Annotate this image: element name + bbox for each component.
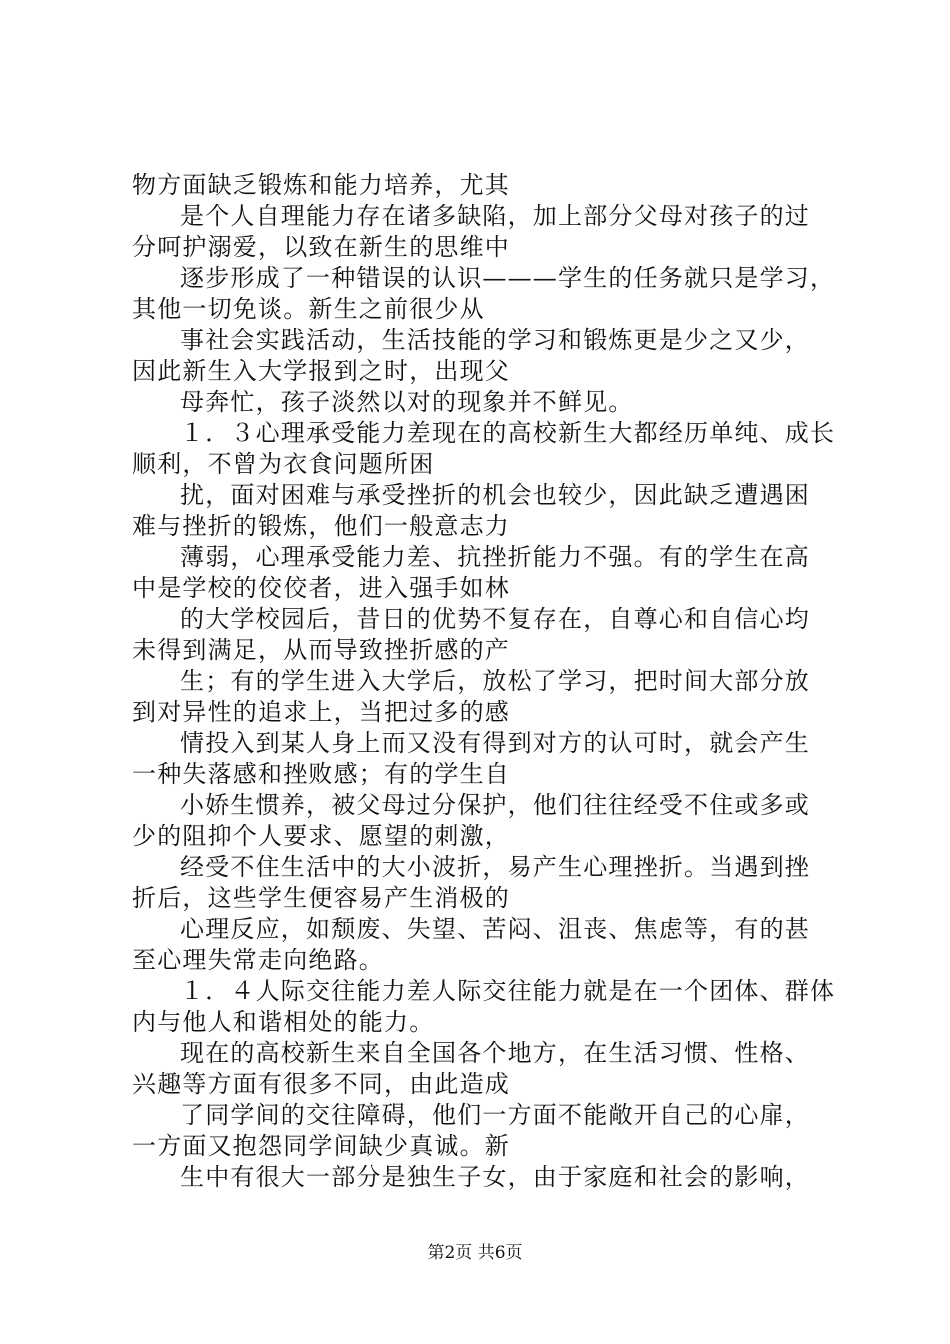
- text-line: 经受不住生活中的大小波折，易产生心理挫折。当遇到挫: [180, 853, 810, 881]
- document-body: [132, 170, 836, 1193]
- text-line: 母奔忙，孩子淡然以对的现象并不鲜见。: [180, 388, 634, 416]
- text-line: 一种失落感和挫败感；有的学生自: [132, 760, 510, 788]
- page-footer: 第2页 共6页: [427, 1243, 523, 1263]
- text-line: 逐步形成了一种错误的认识———学生的任务就只是学习，: [180, 264, 836, 292]
- text-line: 至心理失常走向绝路。: [132, 946, 384, 974]
- text-line: 扰，面对困难与承受挫折的机会也较少，因此缺乏遭遇困: [180, 481, 810, 509]
- text-line: 少的阻抑个人要求、愿望的刺激，: [132, 822, 510, 850]
- text-line: 小娇生惯养，被父母过分保护，他们往往经受不住或多或: [180, 791, 810, 819]
- text-line: 的大学校园后，昔日的优势不复存在，自尊心和自信心均: [180, 605, 810, 633]
- text-line: 物方面缺乏锻炼和能力培养，尤其: [132, 171, 510, 199]
- text-line: 未得到满足，从而导致挫折感的产: [132, 636, 510, 664]
- text-line: 因此新生入大学报到之时，出现父: [132, 357, 510, 385]
- text-line: １．３心理承受能力差现在的高校新生大都经历单纯、成长: [180, 419, 836, 447]
- text-line: 了同学间的交往障碍，他们一方面不能敞开自己的心扉，: [180, 1101, 810, 1129]
- text-line: 情投入到某人身上而又没有得到对方的认可时，就会产生: [180, 729, 810, 757]
- text-line: 是个人自理能力存在诸多缺陷，加上部分父母对孩子的过: [180, 202, 810, 230]
- text-line: 难与挫折的锻炼，他们一般意志力: [132, 512, 510, 540]
- text-line: 一方面又抱怨同学间缺少真诚。新: [132, 1132, 510, 1160]
- text-line: 生；有的学生进入大学后，放松了学习，把时间大部分放: [180, 667, 810, 695]
- text-line: 中是学校的佼佼者，进入强手如林: [132, 574, 510, 602]
- text-line: 现在的高校新生来自全国各个地方，在生活习惯、性格、: [180, 1039, 810, 1067]
- text-line: 内与他人和谐相处的能力。: [132, 1008, 435, 1036]
- text-line: 顺利，不曾为衣食问题所困: [132, 450, 435, 478]
- text-line: 事社会实践活动，生活技能的学习和锻炼更是少之又少，: [180, 326, 810, 354]
- text-line: 到对异性的追求上，当把过多的感: [132, 698, 510, 726]
- text-line: 心理反应，如颓废、失望、苦闷、沮丧、焦虑等，有的甚: [180, 915, 810, 943]
- text-line: 折后，这些学生便容易产生消极的: [132, 884, 510, 912]
- text-line: 生中有很大一部分是独生子女，由于家庭和社会的影响，: [180, 1163, 810, 1191]
- text-line: 兴趣等方面有很多不同，由此造成: [132, 1070, 510, 1098]
- text-line: 分呵护溺爱，以致在新生的思维中: [132, 233, 510, 261]
- text-line: １．４人际交往能力差人际交往能力就是在一个团体、群体: [180, 977, 836, 1005]
- text-line: 其他一切免谈。新生之前很少从: [132, 295, 485, 323]
- text-line: 薄弱，心理承受能力差、抗挫折能力不强。有的学生在高: [180, 543, 810, 571]
